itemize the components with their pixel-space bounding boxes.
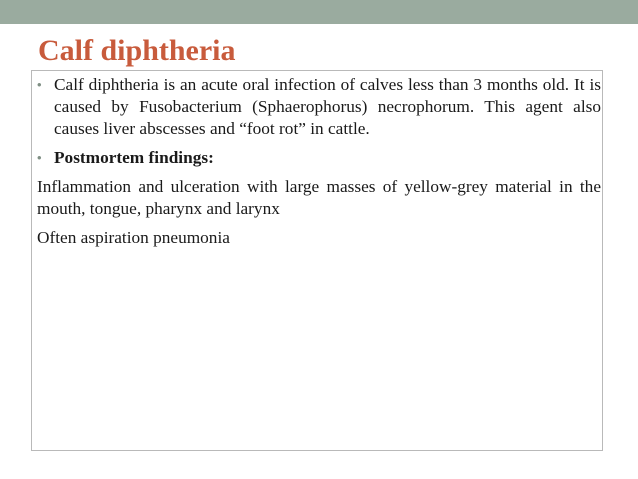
bullet-item-postmortem	[37, 147, 601, 169]
bullet-text-postmortem-heading: Postmortem findings:	[54, 148, 214, 167]
bullet-item-definition	[37, 74, 601, 140]
slide-body	[37, 74, 601, 249]
bullet-marker: •	[37, 77, 42, 92]
paragraph-inflammation: Inflammation and ulceration with large masses of yellow-grey material in the mouth, tongue, pharynx and larynx	[37, 177, 601, 218]
top-decorative-band	[0, 0, 638, 24]
paragraph-aspiration: Often aspiration pneumonia	[37, 228, 230, 247]
slide-title: Calf diphtheria	[38, 34, 236, 67]
bullet-marker: •	[37, 150, 42, 165]
bullet-text-definition: Calf diphtheria is an acute oral infection of calves less than 3 months old. It is caused by Fusobacterium (Sphaerophorus) necrophorum. This agent also causes liver abscesses and “foot rot” in cattle.	[54, 75, 601, 138]
